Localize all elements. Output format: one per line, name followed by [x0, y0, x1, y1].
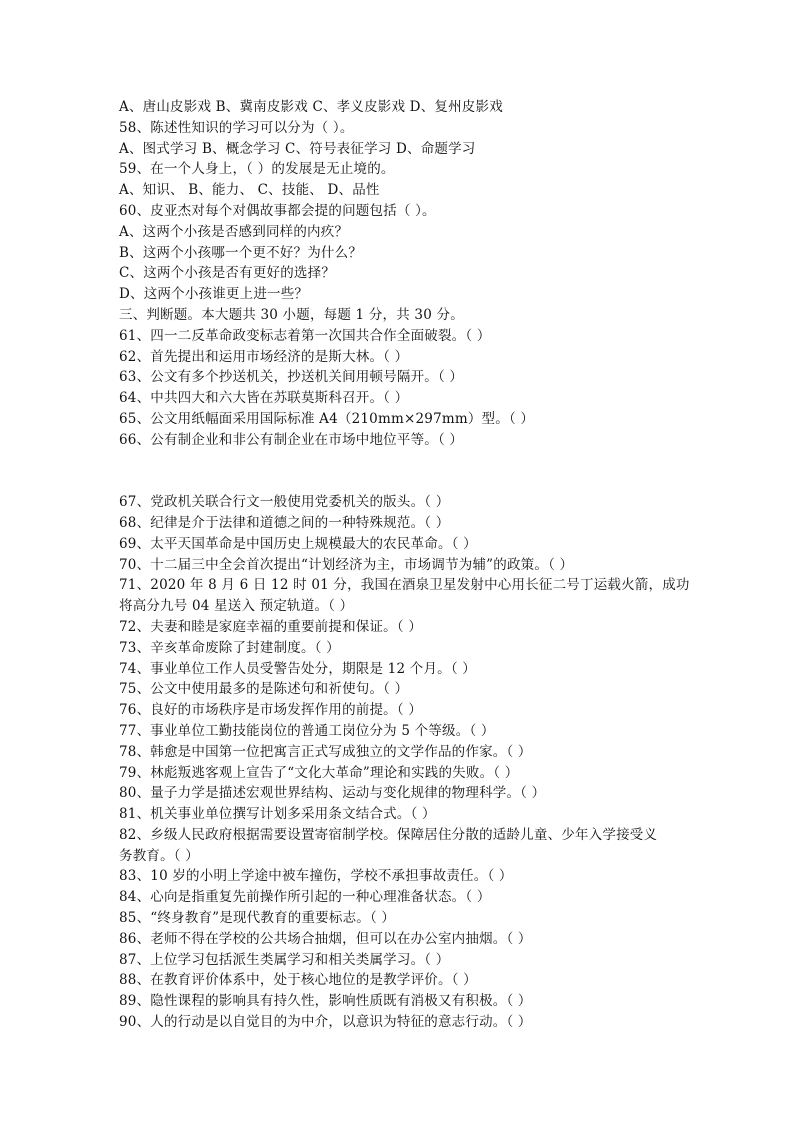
- text-line: 87、上位学习包括派生类属学习和相关类属学习。（ ）: [119, 951, 450, 968]
- text-line: A、唐山皮影戏 B、冀南皮影戏 C、孝义皮影戏 D、复州皮影戏: [119, 99, 503, 115]
- text-line: 60、皮亚杰对每个对偶故事都会提的问题包括（ ）。: [119, 202, 436, 219]
- text-line: 82、乡级人民政府根据需要设置寄宿制学校。保障居住分散的适龄儿童、少年入学接受义: [119, 826, 658, 843]
- text-line: 85、“终身教育”是现代教育的重要标志。（ ）: [119, 910, 396, 927]
- text-line: 67、党政机关联合行文一般使用党委机关的版头。（ ）: [119, 494, 450, 511]
- text-line: 79、林彪叛逃客观上宣告了“文化大革命”理论和实践的失败。（ ）: [119, 764, 519, 781]
- section-heading: 三、判断题。本大题共 30 小题，每题 1 分，共 30 分。: [119, 306, 464, 323]
- text-line: B、这两个小孩哪一个更不好？为什么？: [119, 244, 363, 261]
- text-line: 63、公文有多个抄送机关，抄送机关间用顿号隔开。（ ）: [119, 369, 464, 386]
- text-line: A、图式学习 B、概念学习 C、符号表征学习 D、命题学习: [119, 140, 476, 157]
- text-line: 84、心向是指重复先前操作所引起的一种心理准备状态。（ ）: [119, 889, 491, 906]
- text-line: 88、在教育评价体系中，处于核心地位的是教学评价。（ ）: [119, 972, 477, 989]
- text-line: 71、2020 年 8 月 6 日 12 时 01 分，我国在酒泉卫星发射中心用长征二号丁运载火箭，成功: [119, 577, 690, 594]
- document-body: [119, 97, 690, 1033]
- text-line: 务教育。（ ）: [119, 847, 199, 864]
- text-line: 81、机关事业单位撰写计划多采用条文结合式。（ ）: [119, 806, 436, 823]
- text-line: 75、公文中使用最多的是陈述句和祈使句。（ ）: [119, 681, 409, 698]
- text-line: 68、纪律是介于法律和道德之间的一种特殊规范。（ ）: [119, 514, 450, 531]
- text-line: A、这两个小孩是否感到同样的内疚？: [119, 223, 349, 240]
- text-line: 将高分九号 04 星送入 预定轨道。（ ）: [119, 598, 354, 615]
- blank-gap: [119, 451, 679, 472]
- text-line: 86、老师不得在学校的公共场合抽烟，但可以在办公室内抽烟。（ ）: [119, 930, 532, 947]
- text-line: C、这两个小孩是否有更好的选择？: [119, 265, 336, 282]
- text-line: D、这两个小孩谁更上进一些？: [119, 286, 309, 303]
- text-line: 72、夫妻和睦是家庭幸福的重要前提和保证。（ ）: [119, 618, 423, 635]
- text-line: 89、隐性课程的影响具有持久性，影响性质既有消极又有积极。（ ）: [119, 993, 532, 1010]
- text-line: 69、太平天国革命是中国历史上规模最大的农民革命。（ ）: [119, 535, 477, 552]
- text-line: 78、韩愈是中国第一位把寓言正式写成独立的文学作品的作家。（ ）: [119, 743, 532, 760]
- text-line: 80、量子力学是描述宏观世界结构、运动与变化规律的物理科学。（ ）: [119, 785, 546, 802]
- text-line: 90、人的行动是以自觉目的为中介，以意识为特征的意志行动。（ ）: [119, 1014, 532, 1031]
- text-line: 74、事业单位工作人员受警告处分，期限是 12 个月。（ ）: [119, 660, 476, 677]
- question-block-top: [119, 97, 679, 451]
- text-line: 59、在一个人身上，（ ）的发展是无止境的。: [119, 161, 395, 178]
- text-line: 58、陈述性知识的学习可以分为（ ）。: [119, 119, 354, 136]
- text-line: A、知识、 B、能力、 C、技能、 D、品性: [119, 182, 380, 199]
- text-line: 61、四一二反革命政变标志着第一次国共合作全面破裂。（ ）: [119, 327, 491, 344]
- text-line: 76、良好的市场秩序是市场发挥作用的前提。（ ）: [119, 702, 423, 719]
- text-line: 64、中共四大和六大皆在苏联莫斯科召开。（ ）: [119, 390, 409, 407]
- text-line: 77、事业单位工勤技能岗位的普通工岗位分为 5 个等级。（ ）: [119, 722, 495, 739]
- text-line: 70、十二届三中全会首次提出“计划经济为主，市场调节为辅”的政策。（ ）: [119, 556, 574, 573]
- text-line: 66、公有制企业和非公有制企业在市场中地位平等。（ ）: [119, 431, 464, 448]
- text-line: 62、首先提出和运用市场经济的是斯大林。（ ）: [119, 348, 409, 365]
- text-line: 65、公文用纸幅面采用国际标准 A4（210mm×297mm）型。（ ）: [119, 410, 535, 427]
- text-line: 73、辛亥革命废除了封建制度。（ ）: [119, 639, 340, 656]
- blank-gap: [119, 471, 679, 492]
- question-block-bottom: [119, 492, 690, 1033]
- text-line: 83、10 岁的小明上学途中被车撞伤，学校不承担事故责任。（ ）: [119, 868, 513, 885]
